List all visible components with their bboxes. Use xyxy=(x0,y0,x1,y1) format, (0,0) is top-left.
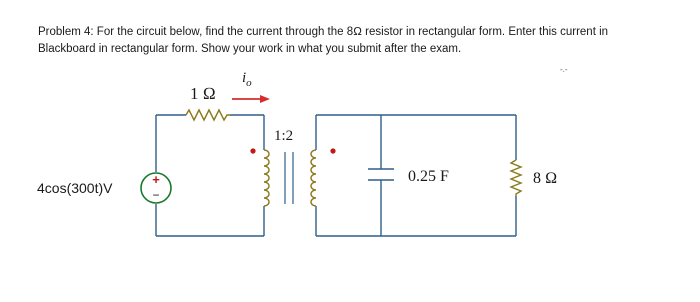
source-minus-sign: − xyxy=(152,188,160,202)
stray-mark: -.- xyxy=(560,65,568,74)
resistor-8ohm-label: 8 Ω xyxy=(533,170,558,187)
resistor-1ohm xyxy=(186,110,230,120)
current-label: $i_o$ xyxy=(242,70,252,89)
resistor-8ohm xyxy=(511,160,521,196)
secondary-polarity-dot xyxy=(330,148,335,153)
turns-ratio-label: 1:2 xyxy=(274,128,294,144)
source-plus-sign: + xyxy=(152,172,160,187)
secondary-coil xyxy=(311,150,316,206)
problem-line-1: Problem 4: For the circuit below, find the current through the 8Ω resistor in rectangular form. Enter this current in xyxy=(38,26,609,38)
circuit-wires xyxy=(156,115,516,236)
resistor-1ohm-label: 1 Ω xyxy=(190,84,216,103)
primary-coil xyxy=(264,150,269,206)
problem-line-2: Blackboard in rectangular form. Show your work in what you submit after the exam. xyxy=(38,43,462,55)
current-arrow-head xyxy=(260,95,270,103)
capacitor-label: 0.25 F xyxy=(408,168,449,185)
source-label: 4cos(300t)V xyxy=(37,180,113,196)
primary-polarity-dot xyxy=(250,148,255,153)
